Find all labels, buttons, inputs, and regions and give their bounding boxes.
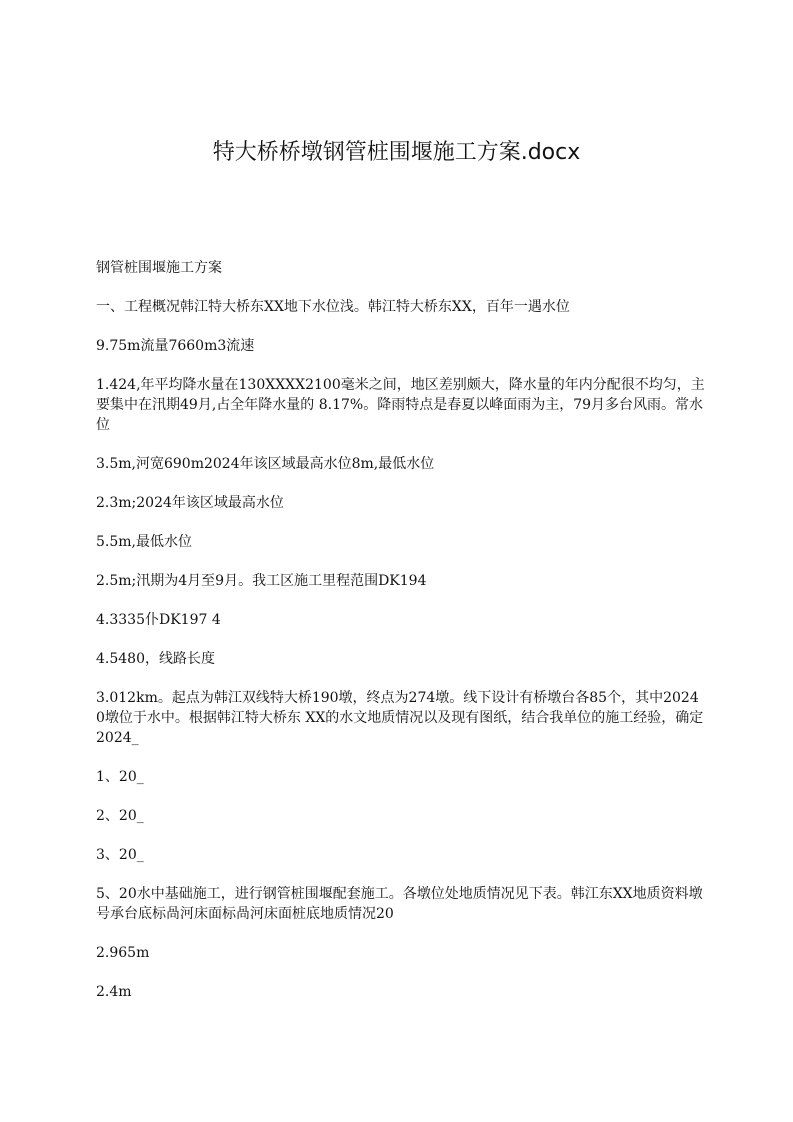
paragraph-heading: 钢管桩围堰施工方案 <box>96 260 222 276</box>
paragraph: 2、20_ <box>96 808 144 824</box>
paragraph: 4.5480，线路长度 <box>96 651 215 667</box>
paragraph: 1.424,年平均降水量在130XXXX2100毫米之间，地区差别颇大，降水量的年内分配很不均匀，主要集中在汛期49月,占全年降水量的 8.17%。降雨特点是春夏以峰面雨为主，79月多台风雨。常水位 <box>96 377 705 433</box>
paragraph: 5、20水中基础施工，进行钢管桩围堰配套施工。各墩位处地质情况见下表。韩江东XX地质资料墩号承台底标咼河床面标咼河床面桩底地质情况20 <box>96 886 703 922</box>
paragraph: 3.5m,河宽690m2024年该区域最高水位8m,最低水位 <box>96 456 435 472</box>
paragraph: 9.75m流量7660m3流速 <box>96 338 255 354</box>
document-body <box>96 258 706 1021</box>
paragraph: 2.3m;2024年该区域最高水位 <box>96 495 284 511</box>
paragraph: 2.5m;汛期为4月至9月。我工区施工里程范围DK194 <box>96 573 427 589</box>
paragraph: 2.965m <box>96 945 150 961</box>
paragraph: 3、20_ <box>96 847 144 863</box>
document-title: 特大桥桥墩钢管桩围堰施工方案.docx <box>212 140 581 165</box>
paragraph: 2.4m <box>96 984 132 1000</box>
paragraph: 5.5m,最低水位 <box>96 534 192 550</box>
paragraph: 4.3335仆DK197 4 <box>96 612 221 628</box>
paragraph: 1、20_ <box>96 769 144 785</box>
paragraph: 3.012km。起点为韩江双线特大桥190墩，终点为274墩。线下设计有桥墩台各85个，其中20240墩位于水中。根据韩江特大桥东 XX的水文地质情况以及现有图纸，结合我单位的施工经验，确定2024_ <box>96 690 704 746</box>
paragraph: 一、工程概况韩江特大桥东XX地下水位浅。韩江特大桥东XX，百年一遇水位 <box>96 299 570 315</box>
